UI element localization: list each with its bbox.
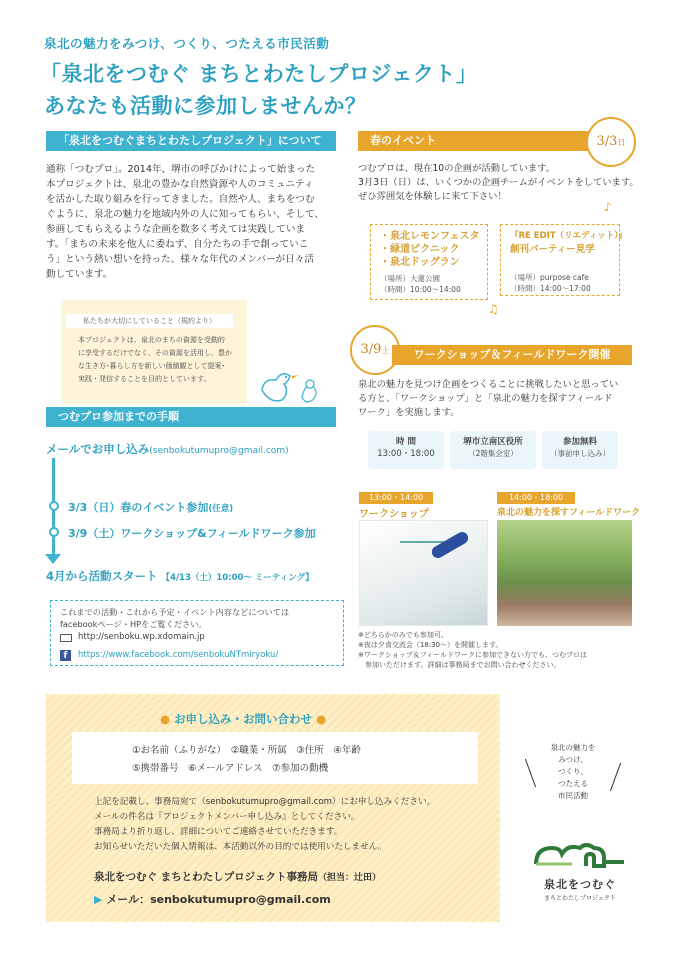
logo-mark <box>532 840 628 870</box>
workshop-text: 泉北の魅力を見つけ企画をつくることに挑戦したいと思ってい る方と、「ワークショップ」と「泉北の魅力を探すフィールド ワーク」を実施します。 <box>358 379 619 418</box>
brand-tagline: 泉北の魅力を みつけ、 つくり、 つたえる 市民活動 <box>550 743 596 800</box>
workshop-heading: ワークショップ＆フィールドワーク開催 <box>392 345 632 365</box>
arrow-icon: ▶ <box>94 893 103 906</box>
facebook-icon: f <box>60 650 71 661</box>
photo2-title: 泉北の魅力を探すフィールドワーク <box>497 508 641 518</box>
info-place: 堺市立南区役所 （2階集会室） <box>450 431 536 469</box>
photo1-time: 13:00・14:00 <box>359 492 433 504</box>
fieldwork-photo <box>497 520 632 626</box>
workshop-notes: ※どちらかのみでも参加可。 ※夜は夕食交流会（18:30～）を開催します。 ※ワークショップ＆フィールドワークに参加できない方でも、つむプロは 参加いただけます。詳細は事務局までお問い合わせください。 <box>358 631 588 669</box>
music-note-icon: ♪ <box>604 200 612 214</box>
start-step: 4月から活動スタート 【4/13（土）10:00～ ミーティング】 <box>46 569 314 583</box>
event-box-2-content: 『RE EDIT（リエディット）』 創刊パーティー見学 （場所）purpose cafe （時間）14:00～17:00 <box>510 231 628 293</box>
laptop-icon <box>60 634 72 642</box>
steps-heading: つむプロ参加までの手順 <box>46 407 336 427</box>
rule-text: 本プロジェクトは、泉北のまちの資源を受動的 に享受するだけでなく、その資源を活用し、豊か な生き方･暮らし方を新しい価値観として提案･ 実践・発信することを目的としています。 <box>78 336 232 383</box>
bird-illustration <box>254 360 324 410</box>
step2-dot <box>49 527 59 537</box>
contact-heading: ● お申し込み・お問い合わせ ● <box>160 712 327 726</box>
spring-date-badge: 3/3日 <box>586 117 636 167</box>
page-title: 「泉北をつむぐ まちとわたしプロジェクト」 <box>40 62 478 86</box>
info-fee: 参加無料 （事前申し込み） <box>542 431 618 469</box>
spring-heading: 春のイベント <box>358 131 594 151</box>
about-heading: 「泉北をつむぐまちとわたしプロジェクト」について <box>46 131 336 151</box>
office-mail[interactable]: ▶ メール：senbokutumupro@gmail.com <box>94 893 331 906</box>
music-note-icon: ♫ <box>488 302 499 316</box>
contact-fields: ①お名前（ふりがな） ②職業・所属 ③住所 ④年齢 ⑤携帯番号 ⑥メールアドレス ⑦参加の動機 <box>132 745 361 774</box>
about-text: 通称「つむプロ」。2014年、堺市の呼びかけによって始まった 本プロジェクトは、泉北の豊かな自然資源や人のコミュニティ を活かした取り組みを行ってきました。自然や人、まちをつむ ぐように、泉北の魅力を地域内外の人に知ってもらい、そして、 参画してもらえるような企画を数多く考えては実践していま す。「まちの未来を他人に委ねず、自分たちの手で創っていこ う」という熱い想いを持った、様々な年代のメンバーが日々活 動しています。 <box>46 164 325 280</box>
rule-heading: 私たちが大切にしていること（規約より） <box>66 314 233 328</box>
page-subtitle: あなたも活動に参加しませんか？ <box>44 94 367 118</box>
mail-step: メールでお申し込み(senbokutumupro@gmail.com) <box>46 442 289 456</box>
facebook-link[interactable]: https://www.facebook.com/senbokuNTmiryoku/ <box>78 650 279 660</box>
photo2-time: 14:00・18:00 <box>497 492 575 504</box>
step1: 3/3（日）春のイベント参加(任意) <box>68 501 234 514</box>
step1-dot <box>49 501 59 511</box>
tagline: 泉北の魅力をみつけ、つくり、つたえる市民活動 <box>44 36 330 51</box>
step2: 3/9（土）ワークショップ&フィールドワーク参加 <box>68 527 316 540</box>
workshop-photo <box>359 520 488 626</box>
event-box-1-content: ・泉北レモンフェスタ ・緑道ピクニック ・泉北ドッグラン （場所）大蓮公園 （時間）10:00～14:00 <box>380 231 480 294</box>
website-link[interactable]: http://senboku.wp.xdomain.jp <box>78 632 205 642</box>
steps-arrow <box>45 554 61 564</box>
office-name: 泉北をつむぐ まちとわたしプロジェクト事務局（担当：辻田） <box>94 871 381 883</box>
logo-subtext: まちとわたしプロジェクト <box>544 895 616 902</box>
spring-text: つむプロは、現在10の企画が活動しています。 3月3日（日）は、いくつかの企画チームがイベントをしています。 ぜひ雰囲気を体験しに来て下さい！ <box>358 163 639 202</box>
logo-text: 泉北をつむぐ <box>544 878 616 891</box>
info-time: 時 間 13:00・18:00 <box>368 431 444 469</box>
workshop-date-badge: 3/9土 <box>350 325 400 375</box>
contact-instructions: 上記を記載し、事務局宛て（senbokutumupro@gmail.com）にお申し込みください。 メールの件名は『プロジェクトメンバー申し込み』としてください。 事務局より折り返し、詳細についてご連絡させていただきます。 お知らせいただいた個人情報は、本活動以外の目的では使用いたしません。 <box>94 797 436 852</box>
links-intro: これまでの活動・これから予定・イベント内容などについては facebookページ・HPをご覧ください。 <box>60 607 290 629</box>
photo1-title: ワークショップ <box>359 509 429 520</box>
